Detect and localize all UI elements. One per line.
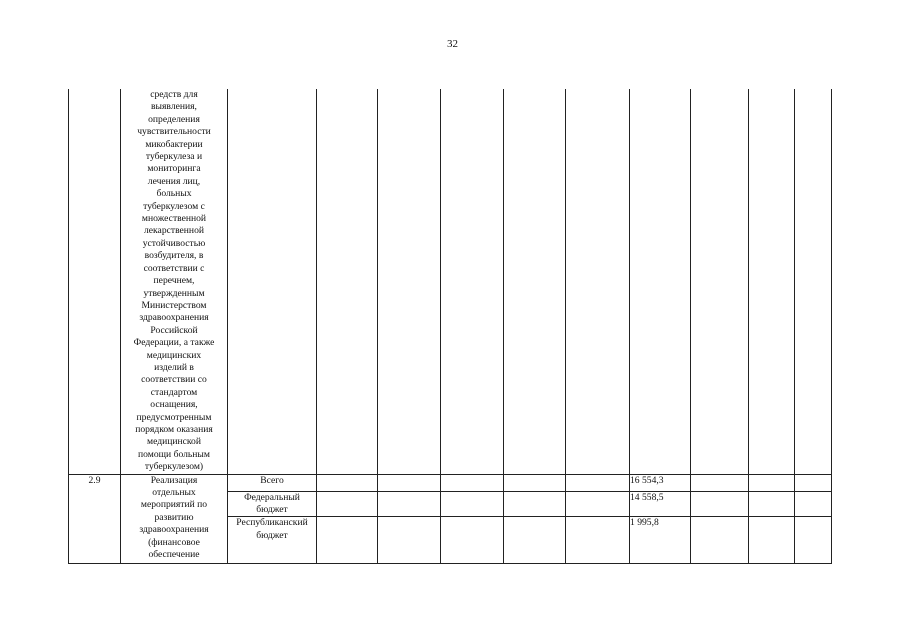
cell-number-empty: [69, 89, 121, 474]
cell-empty: [749, 474, 795, 491]
cell-value: 1 995,8: [630, 517, 691, 564]
cell-empty: [441, 89, 504, 474]
cell-empty: [566, 517, 630, 564]
budget-table: [68, 89, 832, 564]
cell-empty: [378, 491, 441, 517]
cell-empty: [504, 89, 566, 474]
cell-empty: [317, 89, 378, 474]
cell-item-description: Реализация отдельных мероприятий по развитию здравоохранения (финансовое обеспечение: [121, 474, 228, 564]
cell-empty: [795, 517, 832, 564]
cell-empty: [317, 474, 378, 491]
cell-empty: [749, 491, 795, 517]
table-row-continued: [69, 89, 832, 474]
cell-source: Республиканский бюджет: [228, 517, 317, 564]
cell-empty: [691, 474, 749, 491]
cell-empty: [504, 517, 566, 564]
cell-empty: [749, 517, 795, 564]
cell-empty: [228, 89, 317, 474]
cell-empty: [441, 474, 504, 491]
cell-empty: [566, 89, 630, 474]
cell-empty: [749, 89, 795, 474]
cell-empty: [630, 89, 691, 474]
cell-empty: [691, 491, 749, 517]
cell-empty: [441, 517, 504, 564]
cell-empty: [691, 89, 749, 474]
cell-source: Федеральный бюджет: [228, 491, 317, 517]
cell-value: 16 554,3: [630, 474, 691, 491]
cell-empty: [378, 517, 441, 564]
cell-empty: [378, 474, 441, 491]
cell-item-number: 2.9: [69, 474, 121, 564]
cell-empty: [504, 491, 566, 517]
page-number: 32: [447, 38, 458, 50]
cell-empty: [795, 474, 832, 491]
cell-empty: [441, 491, 504, 517]
cell-empty: [566, 474, 630, 491]
cell-continued-description: средств для выявления, определения чувствительности микобактерии туберкулеза и мониторинга лечения лиц, больных туберкулезом с множественной лекарственной устойчивостью возбудителя, в соответствии с перечнем, утвержденным Министерством здравоохранения Российской Федерации, а также медицинских изделий в соответствии со стандартом оснащения, предусмотренным порядком оказания медицинской помощи больным туберкулезом): [121, 89, 228, 474]
table-row-total: [69, 474, 832, 491]
cell-empty: [317, 491, 378, 517]
cell-empty: [795, 89, 832, 474]
cell-empty: [691, 517, 749, 564]
cell-empty: [317, 517, 378, 564]
cell-empty: [504, 474, 566, 491]
cell-value: 14 558,5: [630, 491, 691, 517]
cell-empty: [378, 89, 441, 474]
cell-empty: [566, 491, 630, 517]
cell-source: Всего: [228, 474, 317, 491]
cell-empty: [795, 491, 832, 517]
